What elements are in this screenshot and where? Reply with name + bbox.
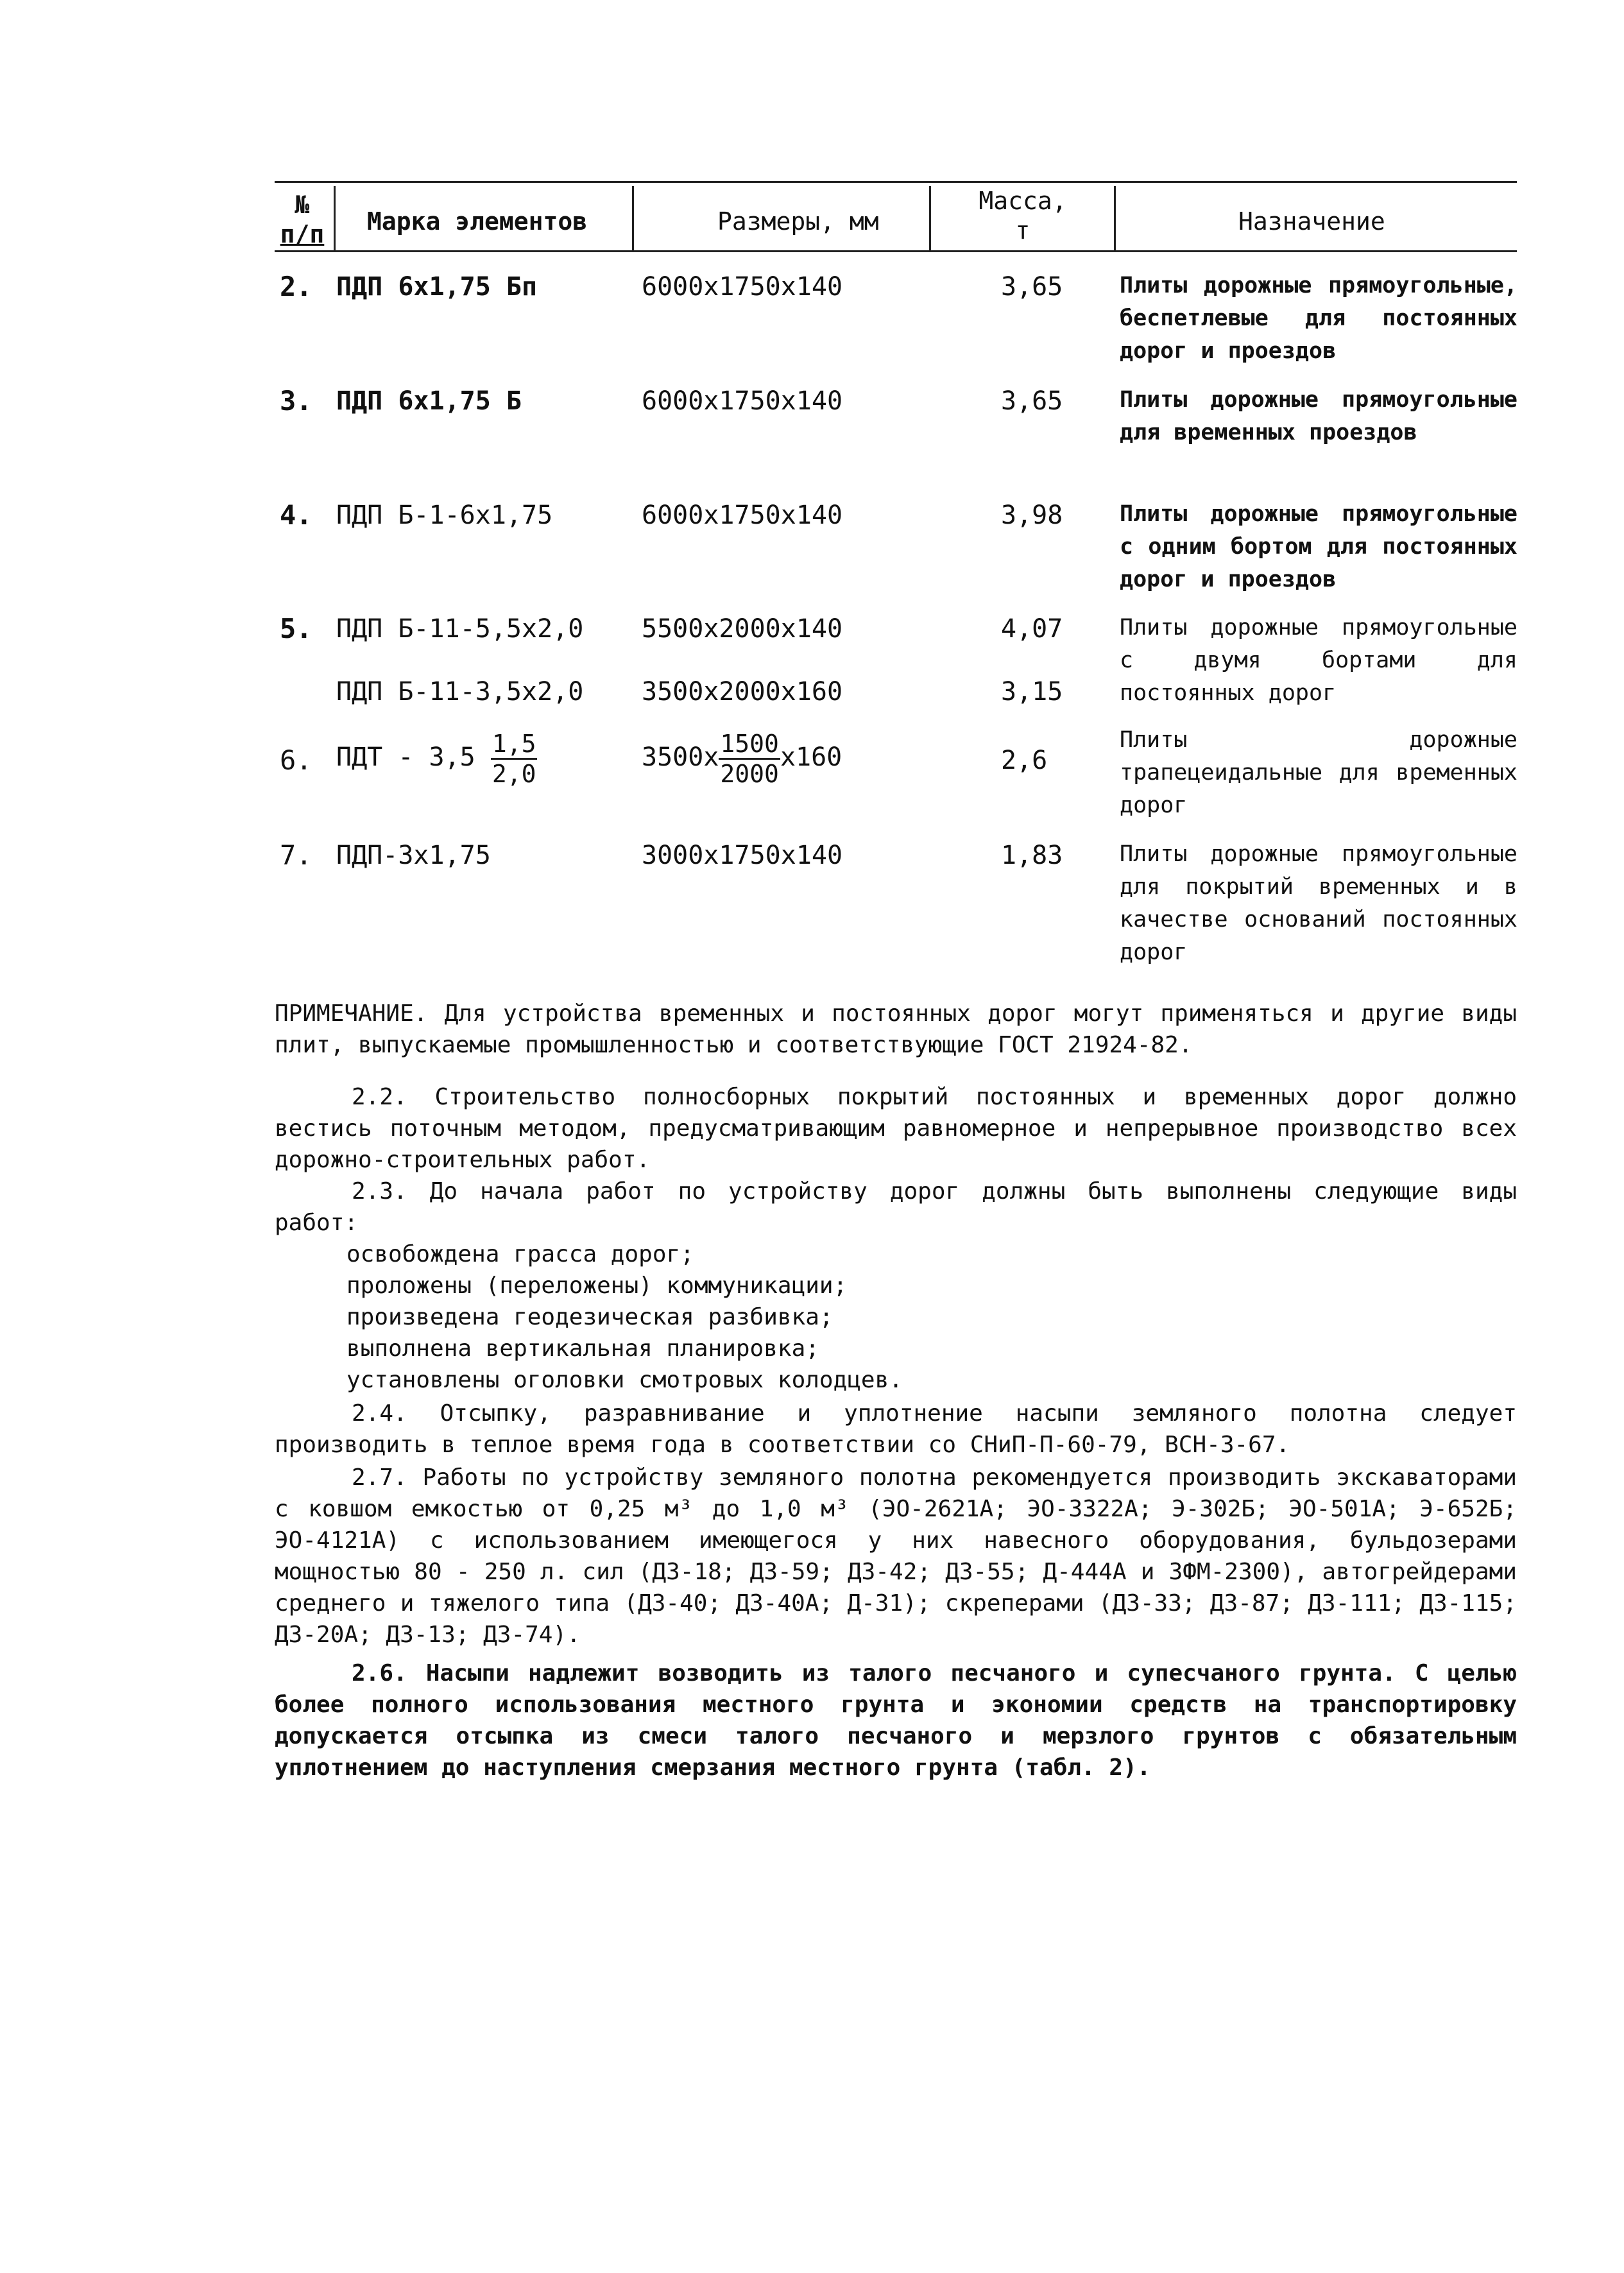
row-size: 6000х1750х140 [642,386,843,416]
size-fraction-denominator: 2000 [720,759,779,788]
table-col-divider-3 [929,186,931,250]
mark-fraction-numerator: 1,5 [491,730,538,760]
row-purpose: Плиты дорожные трапецеидальные для временных дорог [1120,727,1517,818]
row-mass: 3,98 [1001,501,1063,530]
row-purpose: Плиты дорожные прямоугольные с одним бортом для постоянных дорог и проездов [1120,501,1517,592]
row-mark: ПДП Б-11-5,5х2,0 [336,614,584,644]
list-item: произведена геодезическая разбивка; [346,1304,833,1330]
table-top-rule [275,181,1517,183]
table-header-rule [275,250,1517,252]
table-col-divider-2 [632,186,634,250]
row-purpose: Плиты дорожные прямоугольные для временных проездов [1120,387,1517,445]
paragraph-2-6: 2.6. Насыпи надлежит возводить из талого песчаного и супесчаного грунта. С целью более полного использования местного грунта и экономии средств на транспортировку допускается отсыпка из смеси талого песчаного и мерзлого грунтов с обязательным уплотнением до наступления смерзания местного грунта (табл. 2). [275,1660,1517,1781]
row-mass: 2,6 [1001,746,1048,775]
paragraph-2-3: 2.3. До начала работ по устройству дорог должны быть выполнены следующие виды работ: [275,1178,1517,1236]
row-mark: ПДП 6х1,75 Б [336,386,522,416]
header-mass: Масса, т [979,187,1067,244]
row-mark: ПДП-3х1,75 [336,841,491,870]
row-purpose: Плиты дорожные прямоугольные, беспетлевые для постоянных дорог и проездов [1120,273,1517,364]
row-size: 5500х2000х140 [642,614,843,644]
table-col-divider-1 [334,186,336,250]
row-num: 2. [280,271,312,302]
size-suffix: х160 [780,742,842,772]
works-list [346,1239,903,1396]
table-note: ПРИМЕЧАНИЕ. Для устройства временных и постоянных дорог могут применяться и другие виды плит, выпускаемые промышленностью и соответствующие ГОСТ 21924-82. [275,1000,1517,1058]
row-mass: 1,83 [1001,841,1063,870]
row-size [642,726,842,788]
header-purpose: Назначение [1238,207,1385,236]
mark-prefix: ПДТ - 3,5 [336,742,475,772]
mark-fraction [491,730,538,788]
table-col-divider-4 [1114,186,1116,250]
row-num: 6. [280,744,312,776]
row-mass: 4,07 [1001,614,1063,644]
row-num: 3. [280,385,312,416]
paragraph-2-4: 2.4. Отсыпку, разравнивание и уплотнение насыпи земляного полотна следует производить в теплое время года в соответствии со СНиП-П-60-79, ВСН-3-67. [275,1400,1517,1458]
row-purpose: Плиты дорожные прямоугольные для покрытий временных и в качестве оснований постоянных дорог [1120,841,1517,965]
list-item: освобождена грасса дорог; [346,1241,694,1267]
header-size: Размеры, мм [717,207,879,236]
row-mass: 3,65 [1001,272,1063,302]
row-mark: ПДП 6х1,75 Бп [336,272,538,302]
size-fraction [719,730,780,788]
row-mass: 3,65 [1001,386,1063,416]
row-purpose: Плиты дорожные прямоугольные с двумя бортами для постоянных дорог [1120,615,1517,706]
row-num: 5. [280,613,312,644]
size-fraction-numerator: 1500 [719,730,780,760]
row-num: 7. [280,839,312,871]
list-item: установлены оголовки смотровых колодцев. [346,1367,903,1393]
header-mark: Марка элементов [367,207,588,236]
paragraph-2-2: 2.2. Строительство полносборных покрытий постоянных и временных дорог должно вестись поточным методом, предусматривающим равномерное и непрерывное производство всех дорожно-строительных работ. [275,1084,1517,1173]
row-mark: ПДП Б-1-6х1,75 [336,501,553,530]
row-size: 3500х2000х160 [642,677,843,707]
row-mark: ПДП Б-11-3,5х2,0 [336,677,584,707]
row-size: 3000х1750х140 [642,841,843,870]
paragraph-2-7: 2.7. Работы по устройству земляного полотна рекомендуется производить экскаваторами с ковшом емкостью от 0,25 м³ до 1,0 м³ (ЭО-2621А; ЭО-3322А; Э-302Б; ЭО-501А; Э-652Б; ЭО-4121А) с использованием имеющегося у них навесного оборудования, бульдозерами мощностью 80 - 250 л. сил (ДЗ-18; ДЗ-59; ДЗ-42; ДЗ-55; Д-444А и ЗФМ-2300), автогрейдерами среднего и тяжелого типа (ДЗ-40; ДЗ-40А; Д-31); скреперами (ДЗ-33; ДЗ-87; ДЗ-111; ДЗ-115; ДЗ-20А; ДЗ-13; ДЗ-74). [275,1464,1517,1648]
mark-fraction-denominator: 2,0 [491,759,536,788]
row-mass: 3,15 [1001,677,1063,707]
size-prefix: 3500х [642,742,719,772]
list-item: проложены (переложены) коммуникации; [346,1273,848,1299]
row-mark [336,726,537,788]
header-num: № п/п [280,191,325,248]
row-size: 6000х1750х140 [642,272,843,302]
list-item: выполнена вертикальная планировка; [346,1335,819,1362]
row-num: 4. [280,499,312,531]
row-size: 6000х1750х140 [642,501,843,530]
